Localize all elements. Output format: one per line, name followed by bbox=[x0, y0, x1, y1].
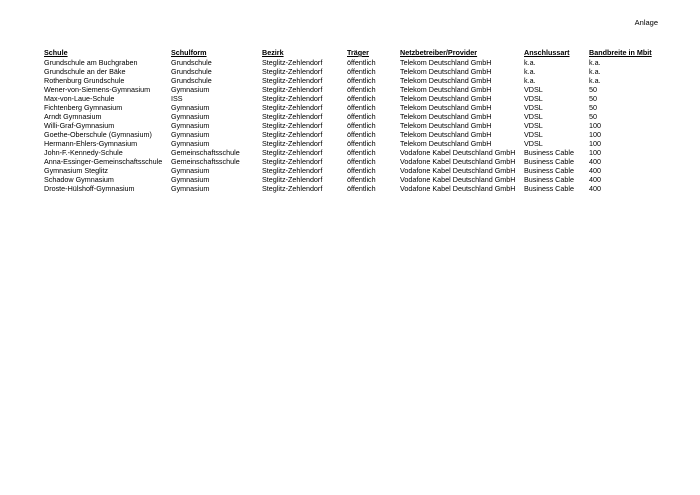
cell-traeger: öffentlich bbox=[347, 121, 376, 130]
cell-schulform: Grundschule bbox=[171, 76, 212, 85]
column-header-provider: Netzbetreiber/Provider bbox=[400, 48, 478, 57]
cell-provider: Vodafone Kabel Deutschland GmbH bbox=[400, 184, 516, 193]
cell-schulform: Gymnasium bbox=[171, 184, 210, 193]
table-row bbox=[44, 148, 659, 157]
cell-schule: Willi-Graf-Gymnasium bbox=[44, 121, 115, 130]
cell-schule: Max-von-Laue-Schule bbox=[44, 94, 115, 103]
cell-anschlussart: Business Cable bbox=[524, 166, 574, 175]
cell-schulform: Gemeinschaftsschule bbox=[171, 157, 240, 166]
cell-provider: Vodafone Kabel Deutschland GmbH bbox=[400, 157, 516, 166]
cell-schule: Droste-Hülshoff-Gymnasium bbox=[44, 184, 135, 193]
cell-anschlussart: k.a. bbox=[524, 67, 536, 76]
cell-bandbreite: k.a. bbox=[589, 58, 601, 67]
cell-provider: Telekom Deutschland GmbH bbox=[400, 130, 492, 139]
cell-bezirk: Steglitz-Zehlendorf bbox=[262, 103, 323, 112]
table-row bbox=[44, 184, 659, 193]
cell-bezirk: Steglitz-Zehlendorf bbox=[262, 112, 323, 121]
cell-bandbreite: 50 bbox=[589, 85, 597, 94]
cell-bandbreite: 100 bbox=[589, 121, 601, 130]
cell-bezirk: Steglitz-Zehlendorf bbox=[262, 67, 323, 76]
cell-schulform: Gymnasium bbox=[171, 166, 210, 175]
cell-traeger: öffentlich bbox=[347, 103, 376, 112]
cell-anschlussart: Business Cable bbox=[524, 175, 574, 184]
cell-schule: Fichtenberg Gymnasium bbox=[44, 103, 123, 112]
column-header-schulform: Schulform bbox=[171, 48, 207, 57]
table-row bbox=[44, 121, 659, 130]
cell-schulform: Gemeinschaftsschule bbox=[171, 148, 240, 157]
cell-traeger: öffentlich bbox=[347, 85, 376, 94]
table-row bbox=[44, 94, 659, 103]
cell-schule: Grundschule am Buchgraben bbox=[44, 58, 138, 67]
cell-bezirk: Steglitz-Zehlendorf bbox=[262, 139, 323, 148]
cell-anschlussart: Business Cable bbox=[524, 184, 574, 193]
cell-bezirk: Steglitz-Zehlendorf bbox=[262, 58, 323, 67]
cell-anschlussart: VDSL bbox=[524, 85, 543, 94]
table-row bbox=[44, 130, 659, 139]
cell-bezirk: Steglitz-Zehlendorf bbox=[262, 166, 323, 175]
cell-provider: Telekom Deutschland GmbH bbox=[400, 58, 492, 67]
cell-schule: Wener-von-Siemens-Gymnasium bbox=[44, 85, 151, 94]
cell-schulform: Grundschule bbox=[171, 67, 212, 76]
cell-traeger: öffentlich bbox=[347, 130, 376, 139]
cell-bandbreite: 100 bbox=[589, 130, 601, 139]
cell-schule: Hermann-Ehlers-Gymnasium bbox=[44, 139, 138, 148]
table-row bbox=[44, 103, 659, 112]
cell-anschlussart: Business Cable bbox=[524, 148, 574, 157]
cell-schule: Gymnasium Steglitz bbox=[44, 166, 108, 175]
column-header-traeger: Träger bbox=[347, 48, 369, 57]
cell-bandbreite: k.a. bbox=[589, 76, 601, 85]
table-row bbox=[44, 85, 659, 94]
table-row bbox=[44, 157, 659, 166]
cell-traeger: öffentlich bbox=[347, 112, 376, 121]
cell-bezirk: Steglitz-Zehlendorf bbox=[262, 184, 323, 193]
cell-bezirk: Steglitz-Zehlendorf bbox=[262, 121, 323, 130]
cell-anschlussart: VDSL bbox=[524, 103, 543, 112]
cell-anschlussart: k.a. bbox=[524, 58, 536, 67]
cell-traeger: öffentlich bbox=[347, 67, 376, 76]
cell-schulform: Gymnasium bbox=[171, 139, 210, 148]
cell-bezirk: Steglitz-Zehlendorf bbox=[262, 94, 323, 103]
column-header-anschlussart: Anschlussart bbox=[524, 48, 570, 57]
column-header-bezirk: Bezirk bbox=[262, 48, 284, 57]
cell-bezirk: Steglitz-Zehlendorf bbox=[262, 85, 323, 94]
column-header-bandbreite: Bandbreite in Mbit bbox=[589, 48, 652, 57]
cell-schule: Rothenburg Grundschule bbox=[44, 76, 125, 85]
cell-schulform: ISS bbox=[171, 94, 183, 103]
cell-anschlussart: VDSL bbox=[524, 94, 543, 103]
cell-bezirk: Steglitz-Zehlendorf bbox=[262, 130, 323, 139]
cell-traeger: öffentlich bbox=[347, 157, 376, 166]
table-row bbox=[44, 175, 659, 184]
cell-bandbreite: 50 bbox=[589, 94, 597, 103]
cell-bandbreite: 400 bbox=[589, 175, 601, 184]
table-row bbox=[44, 67, 659, 76]
cell-bandbreite: 400 bbox=[589, 157, 601, 166]
table-body bbox=[44, 58, 659, 193]
cell-bandbreite: 50 bbox=[589, 112, 597, 121]
cell-bandbreite: 400 bbox=[589, 184, 601, 193]
cell-traeger: öffentlich bbox=[347, 139, 376, 148]
cell-schulform: Grundschule bbox=[171, 58, 212, 67]
anlage-label: Anlage bbox=[634, 18, 658, 27]
cell-traeger: öffentlich bbox=[347, 166, 376, 175]
school-table bbox=[44, 48, 659, 193]
table-row bbox=[44, 166, 659, 175]
cell-schulform: Gymnasium bbox=[171, 121, 210, 130]
cell-schulform: Gymnasium bbox=[171, 175, 210, 184]
cell-traeger: öffentlich bbox=[347, 175, 376, 184]
cell-anschlussart: Business Cable bbox=[524, 157, 574, 166]
cell-anschlussart: VDSL bbox=[524, 139, 543, 148]
cell-anschlussart: VDSL bbox=[524, 112, 543, 121]
cell-anschlussart: VDSL bbox=[524, 121, 543, 130]
cell-schule: John-F.-Kennedy-Schule bbox=[44, 148, 123, 157]
cell-anschlussart: VDSL bbox=[524, 130, 543, 139]
cell-provider: Telekom Deutschland GmbH bbox=[400, 112, 492, 121]
cell-bandbreite: k.a. bbox=[589, 67, 601, 76]
table-header-row bbox=[44, 48, 659, 58]
cell-schule: Goethe-Oberschule (Gymnasium) bbox=[44, 130, 152, 139]
cell-provider: Vodafone Kabel Deutschland GmbH bbox=[400, 166, 516, 175]
cell-provider: Vodafone Kabel Deutschland GmbH bbox=[400, 175, 516, 184]
table-row bbox=[44, 58, 659, 67]
cell-bandbreite: 100 bbox=[589, 139, 601, 148]
cell-provider: Telekom Deutschland GmbH bbox=[400, 121, 492, 130]
cell-bandbreite: 400 bbox=[589, 166, 601, 175]
cell-schulform: Gymnasium bbox=[171, 103, 210, 112]
cell-traeger: öffentlich bbox=[347, 184, 376, 193]
cell-schule: Arndt Gymnasium bbox=[44, 112, 102, 121]
column-header-schule: Schule bbox=[44, 48, 68, 57]
cell-schulform: Gymnasium bbox=[171, 112, 210, 121]
cell-provider: Telekom Deutschland GmbH bbox=[400, 94, 492, 103]
cell-provider: Telekom Deutschland GmbH bbox=[400, 67, 492, 76]
cell-bezirk: Steglitz-Zehlendorf bbox=[262, 175, 323, 184]
table-row bbox=[44, 139, 659, 148]
cell-anschlussart: k.a. bbox=[524, 76, 536, 85]
cell-provider: Telekom Deutschland GmbH bbox=[400, 85, 492, 94]
cell-provider: Telekom Deutschland GmbH bbox=[400, 139, 492, 148]
cell-provider: Vodafone Kabel Deutschland GmbH bbox=[400, 148, 516, 157]
cell-bezirk: Steglitz-Zehlendorf bbox=[262, 148, 323, 157]
cell-bezirk: Steglitz-Zehlendorf bbox=[262, 157, 323, 166]
cell-schule: Schadow Gymnasium bbox=[44, 175, 114, 184]
cell-traeger: öffentlich bbox=[347, 76, 376, 85]
cell-traeger: öffentlich bbox=[347, 58, 376, 67]
cell-schule: Anna-Essinger-Gemeinschaftsschule bbox=[44, 157, 163, 166]
cell-schulform: Gymnasium bbox=[171, 85, 210, 94]
cell-bandbreite: 50 bbox=[589, 103, 597, 112]
table-row bbox=[44, 112, 659, 121]
cell-bandbreite: 100 bbox=[589, 148, 601, 157]
cell-traeger: öffentlich bbox=[347, 148, 376, 157]
cell-traeger: öffentlich bbox=[347, 94, 376, 103]
table-row bbox=[44, 76, 659, 85]
cell-bezirk: Steglitz-Zehlendorf bbox=[262, 76, 323, 85]
cell-provider: Telekom Deutschland GmbH bbox=[400, 76, 492, 85]
cell-schulform: Gymnasium bbox=[171, 130, 210, 139]
cell-provider: Telekom Deutschland GmbH bbox=[400, 103, 492, 112]
cell-schule: Grundschule an der Bäke bbox=[44, 67, 126, 76]
